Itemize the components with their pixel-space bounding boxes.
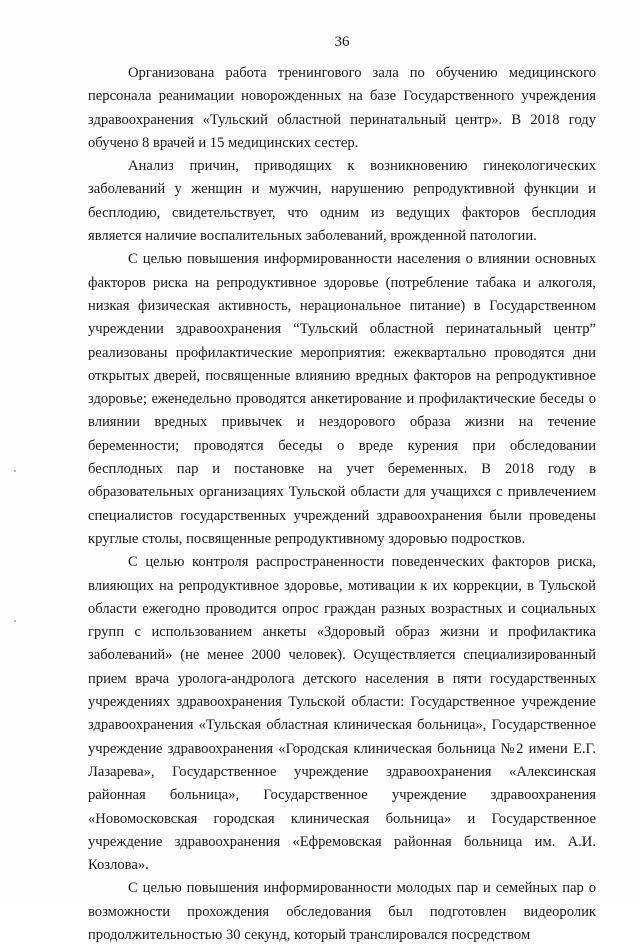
paragraph-infertility-analysis: Анализ причин, приводящих к возникновению гинекологических заболеваний у женщин и мужчин, нарушению репродуктивной функции и бесплодию, свидетельствует, что одним из ведущих факторов бесплодия является наличие воспалительных заболеваний, врожденной патологии. (88, 158, 596, 245)
scan-margin-mark (14, 470, 16, 472)
paragraph-risk-control: С целью контроля распространенности поведенческих факторов риска, влияющих на репродуктивное здоровье, мотивации к их коррекции, в Тульской области ежегодно проводится опрос граждан разных возрастных и социальных групп с использованием анкеты «Здоровый образ жизни и профилактика заболеваний» (не менее 2000 человек). Осуществляется специализированный прием врача уролога-андролога детского населения в пяти государственных учреждениях здравоохранения Тульской области: Государственное учреждение здравоохранения «Тульская областная клиническая больница», Государственное учреждение здравоохранения «Городская клиническая больница №2 имени Е.Г. Лазарева», Государственное учреждение здравоохранения «Алексинская районная больница», Государственное учреждение здравоохранения «Новомосковская городская клиническая больница» и Государственное учреждение здравоохранения «Ефремовская районная больница им. А.И. Козлова». (88, 554, 596, 874)
page-number: 36 (334, 34, 350, 50)
paragraph-risk-awareness: С целью повышения информированности населения о влиянии основных факторов риска на репродуктивное здоровье (потребление табака и алкоголя, низкая физическая активность, нерациональное питание) в Государственном учреждении здравоохранения “Тульский областной перинатальный центр” реализованы профилактические мероприятия: ежеквартально проводятся дни открытых дверей, посвященные влиянию вредных факторов на репродуктивное здоровье; еженедельно проводятся анкетирование и профилактические беседы о влиянии вредных привычек и нездорового образа жизни на течение беременности; проводятся беседы о вреде курения при обследовании бесплодных пар и постановке на учет беременных. В 2018 году в образовательных организациях Тульской области для учащихся с привлечением специалистов государственных учреждений здравоохранения были проведены круглые столы, посвященные репродуктивному здоровью подростков. (88, 251, 596, 547)
scan-margin-mark (14, 620, 16, 622)
paragraph-video-campaign: С целью повышения информированности молодых пар и семейных пар о возможности прохождения обследования был подготовлен видеоролик продолжительностью 30 секунд, который транслировался посредством (88, 880, 596, 943)
document-body (88, 62, 596, 947)
paragraph-training-hall: Организована работа тренингового зала по обучению медицинского персонала реанимации новорожденных на базе Государственного учреждения здравоохранения «Тульский областной перинатальный центр». В 2018 году обучено 8 врачей и 15 медицинских сестер. (88, 65, 596, 151)
